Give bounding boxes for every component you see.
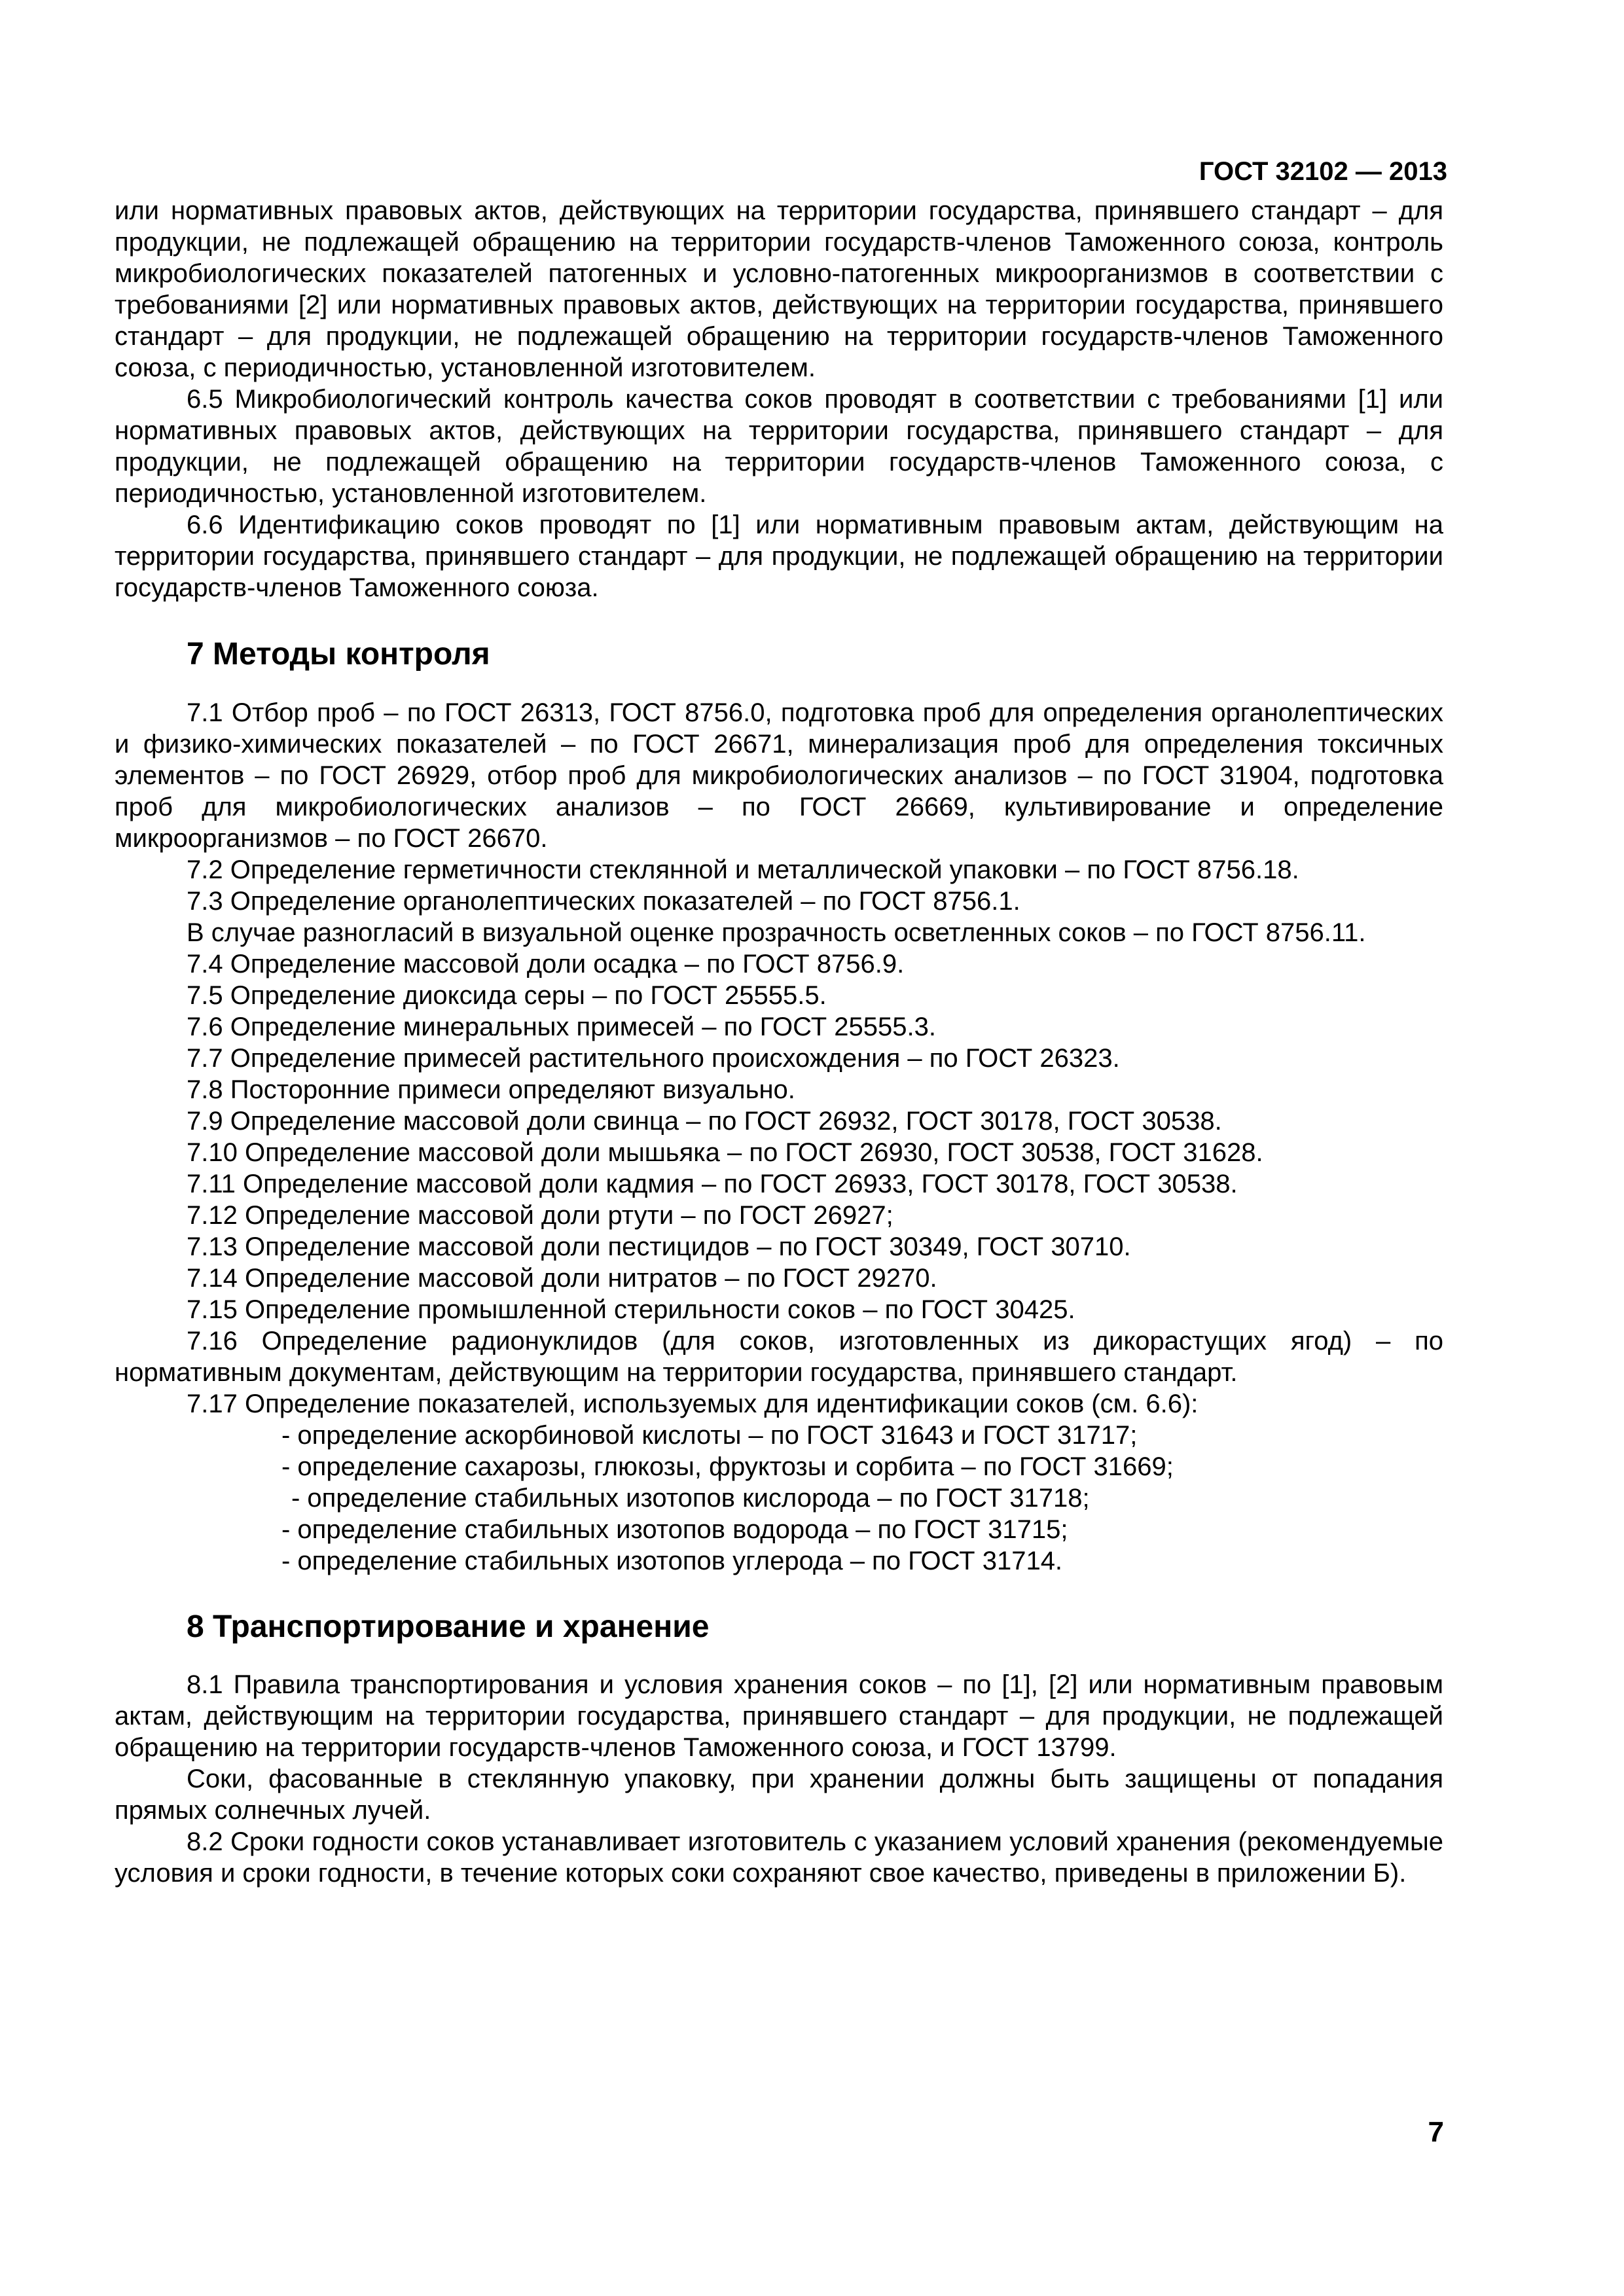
paragraph-7-2: 7.2 Определение герметичности стеклянной и металлической упаковки – по ГОСТ 8756.18. <box>187 855 1299 884</box>
list-item: - определение сахарозы, глюкозы, фруктозы и сорбита – по ГОСТ 31669; <box>281 1452 1174 1481</box>
paragraph-7-14: 7.14 Определение массовой доли нитратов – по ГОСТ 29270. <box>187 1264 937 1293</box>
standard-header: ГОСТ 32102 — 2013 <box>1199 157 1447 186</box>
paragraph-continuation: или нормативных правовых актов, действующих на территории государства, принявшего стандарт – для продукции, не подлежащей обращению на территории государств-членов Таможенного союза, контроль микробиологических показателей патогенных и условно-патогенных микроорганизмов в соответствии с требованиями [2] или нормативных правовых актов, действующих на территории государства, принявшего стандарт – для продукции, не подлежащей обращению на территории государств-членов Таможенного союза, с периодичностью, установленной изготовителем. <box>115 196 1443 382</box>
list-item: - определение стабильных изотопов углерода – по ГОСТ 31714. <box>281 1547 1063 1575</box>
paragraph-7-13: 7.13 Определение массовой доли пестицидов – по ГОСТ 30349, ГОСТ 30710. <box>187 1232 1131 1261</box>
paragraph-7-9: 7.9 Определение массовой доли свинца – по ГОСТ 26932, ГОСТ 30178, ГОСТ 30538. <box>187 1107 1222 1136</box>
paragraph-7-5: 7.5 Определение диоксида серы – по ГОСТ 25555.5. <box>187 981 827 1010</box>
paragraph-7-7: 7.7 Определение примесей растительного происхождения – по ГОСТ 26323. <box>187 1044 1120 1073</box>
paragraph-7-3: 7.3 Определение органолептических показателей – по ГОСТ 8756.1. <box>187 887 1020 916</box>
paragraph-7-8: 7.8 Посторонние примеси определяют визуально. <box>187 1075 795 1104</box>
paragraph-6-5: 6.5 Микробиологический контроль качества соков проводят в соответствии с требованиями [1] или нормативных правовых актов, действующих на территории государства, принявшего стандарт – для продукции, не подлежащей обращению на территории государств-членов Таможенного союза, с периодичностью, установленной изготовителем. <box>115 385 1443 508</box>
paragraph-7-1: 7.1 Отбор проб – по ГОСТ 26313, ГОСТ 8756.0, подготовка проб для определения органолептических и физико-химических показателей – по ГОСТ 26671, минерализация проб для определения токсичных элементов – по ГОСТ 26929, отбор проб для микробиологических анализов – по ГОСТ 31904, подготовка проб для микробиологических анализов – по ГОСТ 26669, культивирование и определение микроорганизмов – по ГОСТ 26670. <box>115 698 1443 853</box>
list-item: - определение стабильных изотопов кислорода – по ГОСТ 31718; <box>291 1484 1090 1513</box>
paragraph-6-6: 6.6 Идентификацию соков проводят по [1] или нормативным правовым актам, действующим на территории государства, принявшего стандарт – для продукции, не подлежащей обращению на территории государств-членов Таможенного союза. <box>115 511 1443 602</box>
intro-block <box>115 195 1443 603</box>
paragraph-7-4: 7.4 Определение массовой доли осадка – по ГОСТ 8756.9. <box>187 950 905 978</box>
section-8-body <box>115 1669 1443 1889</box>
paragraph-7-15: 7.15 Определение промышленной стерильности соков – по ГОСТ 30425. <box>187 1295 1075 1324</box>
paragraph-7-6: 7.6 Определение минеральных примесей – по ГОСТ 25555.3. <box>187 1013 936 1041</box>
paragraph-7-3-note: В случае разногласий в визуальной оценке прозрачность осветленных соков – по ГОСТ 8756.11. <box>187 918 1366 947</box>
section-7-body <box>115 697 1443 1577</box>
list-item: - определение стабильных изотопов водорода – по ГОСТ 31715; <box>281 1515 1068 1544</box>
section-8-heading: 8 Транспортирование и хранение <box>187 1609 710 1644</box>
paragraph-7-10: 7.10 Определение массовой доли мышьяка – по ГОСТ 26930, ГОСТ 30538, ГОСТ 31628. <box>187 1138 1263 1167</box>
paragraph-8-1: 8.1 Правила транспортирования и условия хранения соков – по [1], [2] или нормативным правовым актам, действующим на территории государства, принявшего стандарт – для продукции, не подлежащей обращению на территории государств-членов Таможенного союза, и ГОСТ 13799. <box>115 1670 1443 1762</box>
section-7-heading: 7 Методы контроля <box>187 637 490 672</box>
paragraph-7-12: 7.12 Определение массовой доли ртути – по ГОСТ 26927; <box>187 1201 893 1230</box>
paragraph-7-16: 7.16 Определение радионуклидов (для соков, изготовленных из дикорастущих ягод) – по нормативным документам, действующим на территории государства, принявшего стандарт. <box>115 1327 1443 1387</box>
paragraph-7-11: 7.11 Определение массовой доли кадмия – по ГОСТ 26933, ГОСТ 30178, ГОСТ 30538. <box>187 1170 1238 1198</box>
paragraph-8-1-note: Соки, фасованные в стеклянную упаковку, при хранении должны быть защищены от попадания прямых солнечных лучей. <box>115 1765 1443 1825</box>
list-item: - определение аскорбиновой кислоты – по ГОСТ 31643 и ГОСТ 31717; <box>281 1421 1138 1450</box>
paragraph-7-17: 7.17 Определение показателей, используемых для идентификации соков (см. 6.6): <box>187 1390 1199 1418</box>
page-number: 7 <box>1428 2116 1444 2148</box>
paragraph-8-2: 8.2 Сроки годности соков устанавливает изготовитель с указанием условий хранения (рекомендуемые условия и сроки годности, в течение которых соки сохраняют свое качество, приведены в приложении Б). <box>115 1827 1443 1888</box>
